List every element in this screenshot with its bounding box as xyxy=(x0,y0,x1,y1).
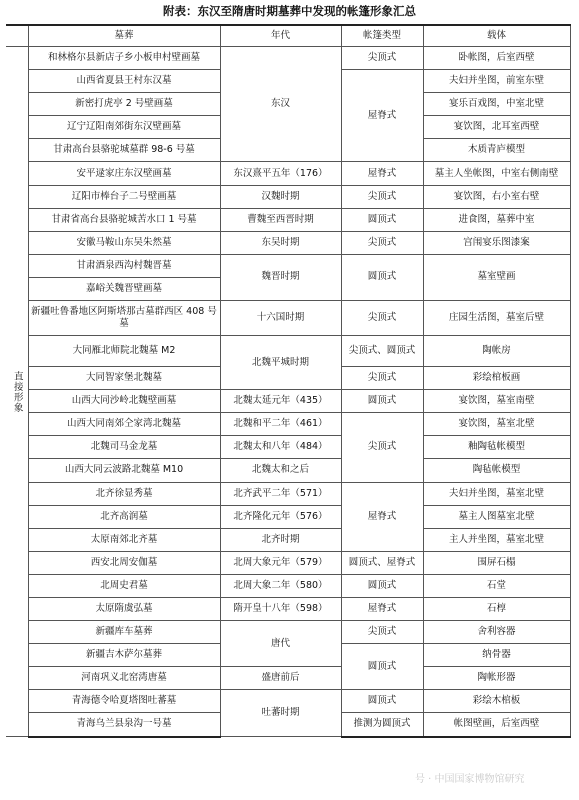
table-row xyxy=(6,231,570,254)
type-cell: 尖顶式 xyxy=(341,367,423,390)
carrier-cell: 彩绘棺板画 xyxy=(423,367,570,390)
carrier-cell: 墓主人坐帐图，中室右侧南壁 xyxy=(423,162,570,185)
type-cell: 圆顶式 xyxy=(341,390,423,413)
tomb-cell: 山西大同南郊仝家湾北魏墓 xyxy=(28,413,220,436)
tomb-cell: 山西大同云波路北魏墓 M10 xyxy=(28,459,220,482)
carrier-cell: 纳骨器 xyxy=(423,644,570,667)
tomb-cell: 北魏司马金龙墓 xyxy=(28,436,220,459)
type-cell: 圆顶式、屋脊式 xyxy=(341,551,423,574)
table-row xyxy=(6,47,570,70)
type-cell: 尖顶式、圆顶式 xyxy=(341,336,423,367)
tomb-cell: 甘肃高台县骆驼城墓群 98-6 号墓 xyxy=(28,139,220,162)
tomb-cell: 新疆吉木萨尔墓葬 xyxy=(28,644,220,667)
carrier-cell: 卧帐图，后室西壁 xyxy=(423,47,570,70)
era-cell: 吐蕃时期 xyxy=(220,690,341,737)
tomb-cell: 大同雁北师院北魏墓 M2 xyxy=(28,336,220,367)
tomb-cell: 青海乌兰县泉沟一号墓 xyxy=(28,713,220,737)
carrier-cell: 帐图壁画，后室西壁 xyxy=(423,713,570,737)
carrier-cell: 进食图，墓葬中室 xyxy=(423,208,570,231)
carrier-cell: 围屏石榻 xyxy=(423,551,570,574)
table-row xyxy=(6,254,570,277)
type-cell: 圆顶式 xyxy=(341,208,423,231)
type-cell: 圆顶式 xyxy=(341,254,423,300)
table-row xyxy=(6,390,570,413)
era-cell: 隋开皇十八年（598） xyxy=(220,597,341,620)
era-cell: 北魏太和之后 xyxy=(220,459,341,482)
carrier-cell: 夫妇并坐图，前室东壁 xyxy=(423,70,570,93)
carrier-cell: 墓室壁画 xyxy=(423,254,570,300)
type-cell: 推测为圆顶式 xyxy=(341,713,423,737)
table-row xyxy=(6,621,570,644)
carrier-cell: 宴乐百戏图，中室北壁 xyxy=(423,93,570,116)
era-cell: 魏晋时期 xyxy=(220,254,341,300)
type-cell: 圆顶式 xyxy=(341,690,423,713)
carrier-cell: 宫闱宴乐图漆案 xyxy=(423,231,570,254)
era-cell: 北周大象元年（579） xyxy=(220,551,341,574)
table-row xyxy=(6,505,570,528)
era-cell: 北魏平城时期 xyxy=(220,336,341,390)
carrier-cell: 石堂 xyxy=(423,574,570,597)
table-row xyxy=(6,301,570,336)
era-cell: 北齐隆化元年（576） xyxy=(220,505,341,528)
tomb-cell: 山西大同沙岭北魏壁画墓 xyxy=(28,390,220,413)
header-blank xyxy=(6,25,28,47)
table-row xyxy=(6,574,570,597)
tomb-cell: 辽阳市棒台子二号壁画墓 xyxy=(28,185,220,208)
table-row xyxy=(6,482,570,505)
carrier-cell: 庄园生活图，墓室后壁 xyxy=(423,301,570,336)
carrier-cell: 宴饮图，右小室右壁 xyxy=(423,185,570,208)
era-cell: 唐代 xyxy=(220,621,341,667)
type-cell: 屋脊式 xyxy=(341,597,423,620)
era-cell: 汉魏时期 xyxy=(220,185,341,208)
table-row xyxy=(6,162,570,185)
type-cell: 尖顶式 xyxy=(341,301,423,336)
tomb-cell: 新密打虎亭 2 号壁画墓 xyxy=(28,93,220,116)
table-row xyxy=(6,413,570,436)
carrier-cell: 陶帐形器 xyxy=(423,667,570,690)
tomb-cell: 安平逯家庄东汉壁画墓 xyxy=(28,162,220,185)
tent-image-table xyxy=(6,24,571,738)
header-type: 帐篷类型 xyxy=(341,25,423,47)
type-cell: 尖顶式 xyxy=(341,47,423,70)
type-cell: 尖顶式 xyxy=(341,185,423,208)
type-cell: 屋脊式 xyxy=(341,70,423,162)
header-tomb: 墓葬 xyxy=(28,25,220,47)
tomb-cell: 甘肃省高台县骆驼城苦水口 1 号墓 xyxy=(28,208,220,231)
era-cell: 盛唐前后 xyxy=(220,667,341,690)
era-cell: 北齐武平二年（571） xyxy=(220,482,341,505)
tomb-cell: 北齐徐显秀墓 xyxy=(28,482,220,505)
tomb-cell: 新疆库车墓葬 xyxy=(28,621,220,644)
era-cell: 北齐时期 xyxy=(220,528,341,551)
carrier-cell: 石椁 xyxy=(423,597,570,620)
tomb-cell: 太原隋虞弘墓 xyxy=(28,597,220,620)
carrier-cell: 宴饮图，墓室北壁 xyxy=(423,413,570,436)
carrier-cell: 墓主人图墓室北壁 xyxy=(423,505,570,528)
side-label: 直接形象 xyxy=(6,47,28,737)
table-row xyxy=(6,436,570,459)
tomb-cell: 青海德令哈夏塔图吐蕃墓 xyxy=(28,690,220,713)
table-row xyxy=(6,551,570,574)
watermark: 号 · 中国国家博物馆研究 xyxy=(415,774,525,785)
table-row xyxy=(6,690,570,713)
header-era: 年代 xyxy=(220,25,341,47)
carrier-cell: 舍利容器 xyxy=(423,621,570,644)
type-cell: 屋脊式 xyxy=(341,162,423,185)
tomb-cell: 北周史君墓 xyxy=(28,574,220,597)
table-row xyxy=(6,336,570,367)
era-cell: 曹魏至西晋时期 xyxy=(220,208,341,231)
carrier-cell: 木质青庐模型 xyxy=(423,139,570,162)
carrier-cell: 彩绘木棺板 xyxy=(423,690,570,713)
carrier-cell: 陶毡帐模型 xyxy=(423,459,570,482)
table-row xyxy=(6,667,570,690)
table-row xyxy=(6,208,570,231)
type-cell: 尖顶式 xyxy=(341,231,423,254)
tomb-cell: 山西省夏县王村东汉墓 xyxy=(28,70,220,93)
table-row xyxy=(6,597,570,620)
tomb-cell: 大同智家堡北魏墓 xyxy=(28,367,220,390)
tomb-cell: 河南巩义北窑湾唐墓 xyxy=(28,667,220,690)
carrier-cell: 釉陶毡帐模型 xyxy=(423,436,570,459)
table-row xyxy=(6,528,570,551)
era-cell: 东吴时期 xyxy=(220,231,341,254)
table-row xyxy=(6,185,570,208)
era-cell: 北周大象二年（580） xyxy=(220,574,341,597)
table-row xyxy=(6,459,570,482)
tomb-cell: 太原南郊北齐墓 xyxy=(28,528,220,551)
header-carrier: 载体 xyxy=(423,25,570,47)
tomb-cell: 嘉峪关魏晋壁画墓 xyxy=(28,277,220,300)
era-cell: 东汉熹平五年（176） xyxy=(220,162,341,185)
tomb-cell: 西安北周安伽墓 xyxy=(28,551,220,574)
tomb-cell: 北齐高润墓 xyxy=(28,505,220,528)
era-cell: 东汉 xyxy=(220,47,341,162)
carrier-cell: 陶帐房 xyxy=(423,336,570,367)
tomb-cell: 辽宁辽阳南郊街东汉壁画墓 xyxy=(28,116,220,139)
tomb-cell: 新疆吐鲁番地区阿斯塔那古墓群西区 408 号墓 xyxy=(28,301,220,336)
era-cell: 北魏太和八年（484） xyxy=(220,436,341,459)
carrier-cell: 主人并坐图，墓室北壁 xyxy=(423,528,570,551)
type-cell: 圆顶式 xyxy=(341,574,423,597)
tomb-cell: 安徽马鞍山东吴朱然墓 xyxy=(28,231,220,254)
type-cell: 尖顶式 xyxy=(341,621,423,644)
tomb-cell: 甘肃酒泉西沟村魏晋墓 xyxy=(28,254,220,277)
carrier-cell: 宴饮图，墓室南壁 xyxy=(423,390,570,413)
era-cell: 北魏太延元年（435） xyxy=(220,390,341,413)
header-row xyxy=(6,25,570,47)
tomb-cell: 和林格尔县新店子乡小板申村壁画墓 xyxy=(28,47,220,70)
type-cell: 圆顶式 xyxy=(341,644,423,690)
type-cell: 尖顶式 xyxy=(341,413,423,482)
type-cell: 屋脊式 xyxy=(341,482,423,551)
carrier-cell: 宴饮图，北耳室西壁 xyxy=(423,116,570,139)
era-cell: 北魏和平二年（461） xyxy=(220,413,341,436)
table-caption: 附表：东汉至隋唐时期墓葬中发现的帐篷形象汇总 xyxy=(163,4,416,18)
era-cell: 十六国时期 xyxy=(220,301,341,336)
carrier-cell: 夫妇并坐图，墓室北壁 xyxy=(423,482,570,505)
